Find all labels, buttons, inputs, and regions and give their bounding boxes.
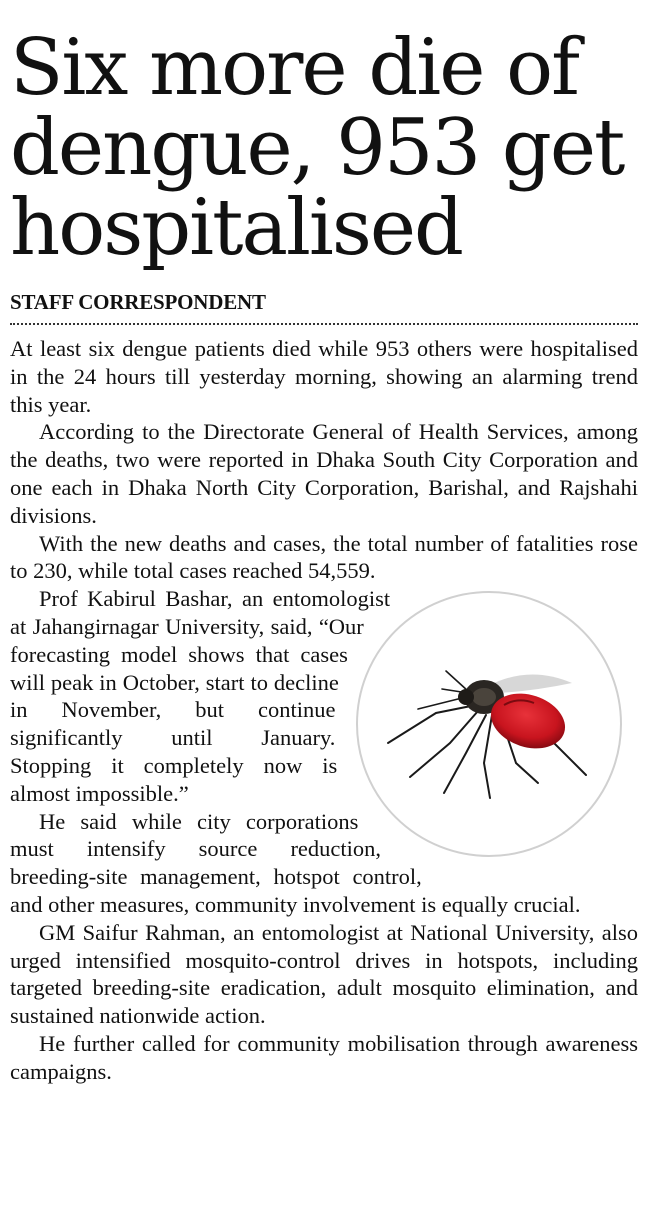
mosquito-photo-frame: [348, 591, 638, 871]
paragraph-6: GM Saifur Rahman, an entomologist at National University, also urged intensified mosquito-control drives in hotspots, including targeted breeding-site eradication, adult mosquito elimination, and sustained nationwide action.: [10, 919, 638, 1029]
article-body: [10, 335, 638, 1086]
mosquito-icon: [358, 593, 620, 855]
paragraph-2: According to the Directorate General of Health Services, among the deaths, two were reported in Dhaka South City Corporation and one each in Dhaka North City Corporation, Barishal, and Rajshahi divisions.: [10, 419, 638, 528]
paragraph-3: With the new deaths and cases, the total number of fatalities rose to 230, while total cases reached 54,559.: [10, 530, 638, 584]
paragraph-7: He further called for community mobilisation through awareness campaigns.: [10, 1030, 638, 1084]
news-article: [10, 0, 638, 1086]
mosquito-photo: [356, 591, 622, 857]
paragraph-5: He said while city corporations must intensify source reduction, breeding-site management, hotspot control, and other measures, community involvement is equally crucial.: [10, 808, 581, 917]
headline: Six more die of dengue, 953 get hospitalised: [10, 23, 624, 273]
paragraph-4: Prof Kabirul Bashar, an entomologist at Jahangirnagar University, said, “Our forecasting model shows that cases will peak in October, start to decline in November, but continue significantly until January. Stopping it completely now is almost impossible.”: [10, 586, 391, 806]
byline: STAFF CORRESPONDENT: [10, 290, 266, 314]
dotted-divider: [10, 323, 638, 325]
paragraph-1: At least six dengue patients died while 953 others were hospitalised in the 24 hours till yesterday morning, showing an alarming trend this year.: [10, 336, 638, 417]
